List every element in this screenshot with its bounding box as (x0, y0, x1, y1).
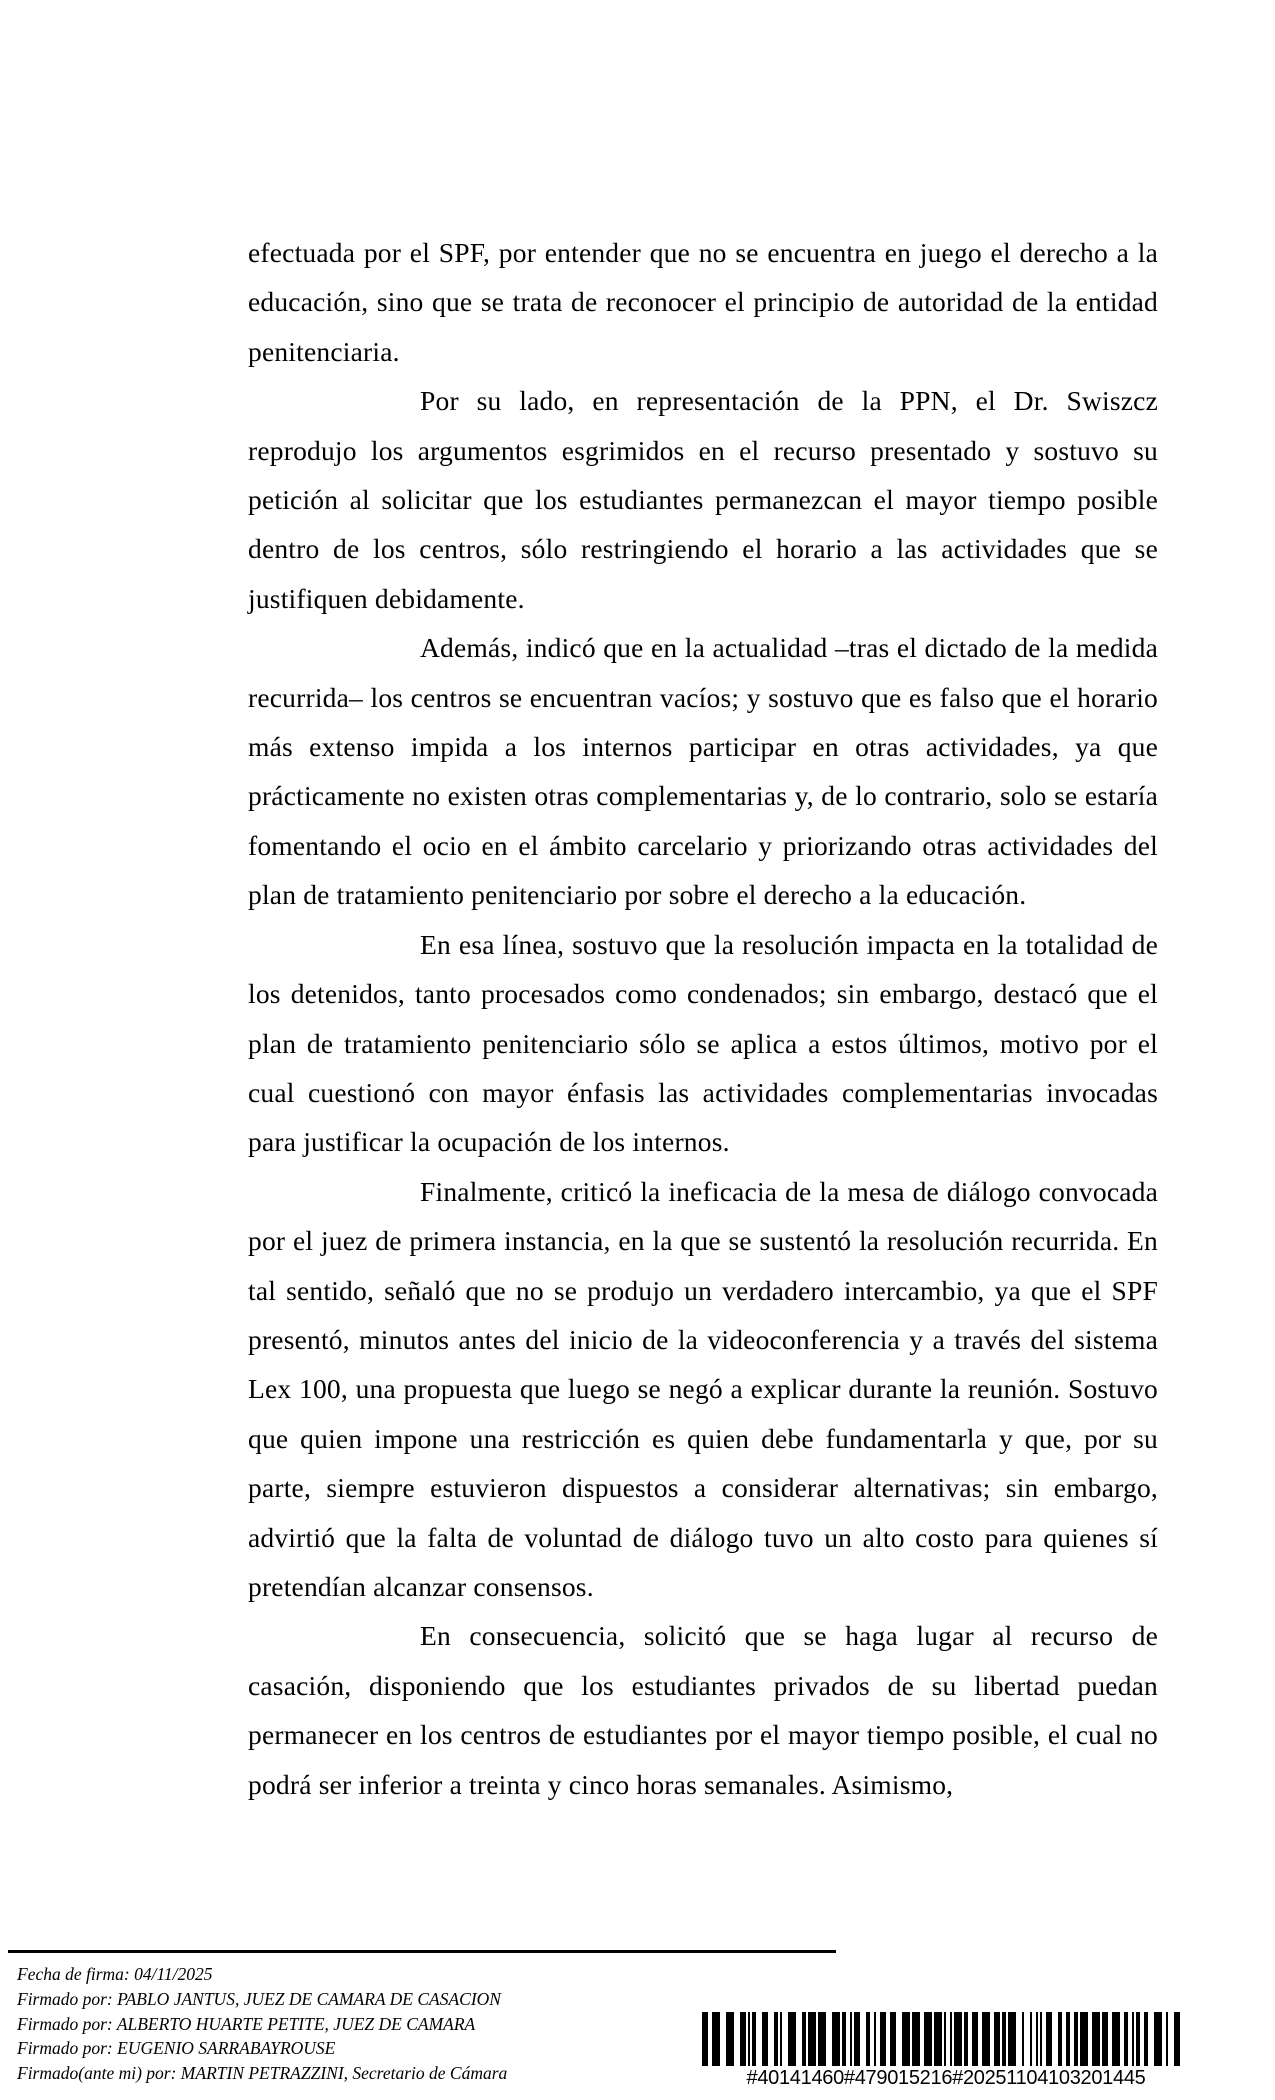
document-body (248, 228, 1158, 1809)
paragraph: Finalmente, criticó la ineficacia de la mesa de diálogo convocada por el juez de primera instancia, en la que se sustentó la resolución recurrida. En tal sentido, señaló que no se produjo un verdadero intercambio, ya que el SPF presentó, minutos antes del inicio de la videoconferencia y a través del sistema Lex 100, una propuesta que luego se negó a explicar durante la reunión. Sostuvo que quien impone una restricción es quien debe fundamentarla y que, por su parte, siempre estuvieron dispuestos a considerar alternativas; sin embargo, advirtió que la falta de voluntad de diálogo tuvo un alto costo para quienes sí pretendían alcanzar consensos. (248, 1175, 1158, 1602)
signature-block (17, 1962, 507, 2086)
signature-line: Firmado por: ALBERTO HUARTE PETITE, JUEZ DE CAMARA (17, 2013, 476, 2034)
barcode-caption: #40141460#479015216#20251104103201445 (746, 2067, 1146, 2089)
paragraph: En consecuencia, solicitó que se haga lugar al recurso de casación, disponiendo que los estudiantes privados de su libertad puedan permanecer en los centros de estudiantes por el mayor tiempo posible, el cual no podrá ser inferior a treinta y cinco horas semanales. Asimismo, (248, 1620, 1158, 1800)
signature-line: Fecha de firma: 04/11/2025 (17, 1964, 213, 1984)
signature-line: Firmado por: EUGENIO SARRABAYROUSE (17, 2038, 336, 2059)
paragraph: Además, indicó que en la actualidad –tras el dictado de la medida recurrida– los centros se encuentran vacíos; y sostuvo que es falso que el horario más extenso impida a los internos participar en otras actividades, ya que prácticamente no existen otras complementarias y, de lo contrario, solo se estaría fomentando el ocio en el ámbito carcelario y priorizando otras actividades del plan de tratamiento penitenciario por sobre el derecho a la educación. (248, 632, 1158, 911)
signature-line: Firmado(ante mi) por: MARTIN PETRAZZINI, Secretario de Cámara (17, 2063, 508, 2084)
barcode (702, 2012, 1190, 2090)
signature-line: Firmado por: PABLO JANTUS, JUEZ DE CAMARA DE CASACION (17, 1988, 501, 2009)
paragraph: Por su lado, en representación de la PPN, el Dr. Swiszcz reprodujo los argumentos esgrimidos en el recurso presentado y sostuvo su petición al solicitar que los estudiantes permanezcan el mayor tiempo posible dentro de los centros, sólo restringiendo el horario a las actividades que se justifiquen debidamente. (248, 385, 1158, 614)
paragraph: efectuada por el SPF, por entender que no se encuentra en juego el derecho a la educación, sino que se trata de reconocer el principio de autoridad de la entidad penitenciaria. (248, 237, 1158, 367)
barcode-image (702, 2012, 1190, 2066)
paragraph: En esa línea, sostuvo que la resolución impacta en la totalidad de los detenidos, tanto procesados como condenados; sin embargo, destacó que el plan de tratamiento penitenciario sólo se aplica a estos últimos, motivo por el cual cuestionó con mayor énfasis las actividades complementarias invocadas para justificar la ocupación de los internos. (248, 928, 1158, 1158)
footer-divider (8, 1950, 836, 1953)
